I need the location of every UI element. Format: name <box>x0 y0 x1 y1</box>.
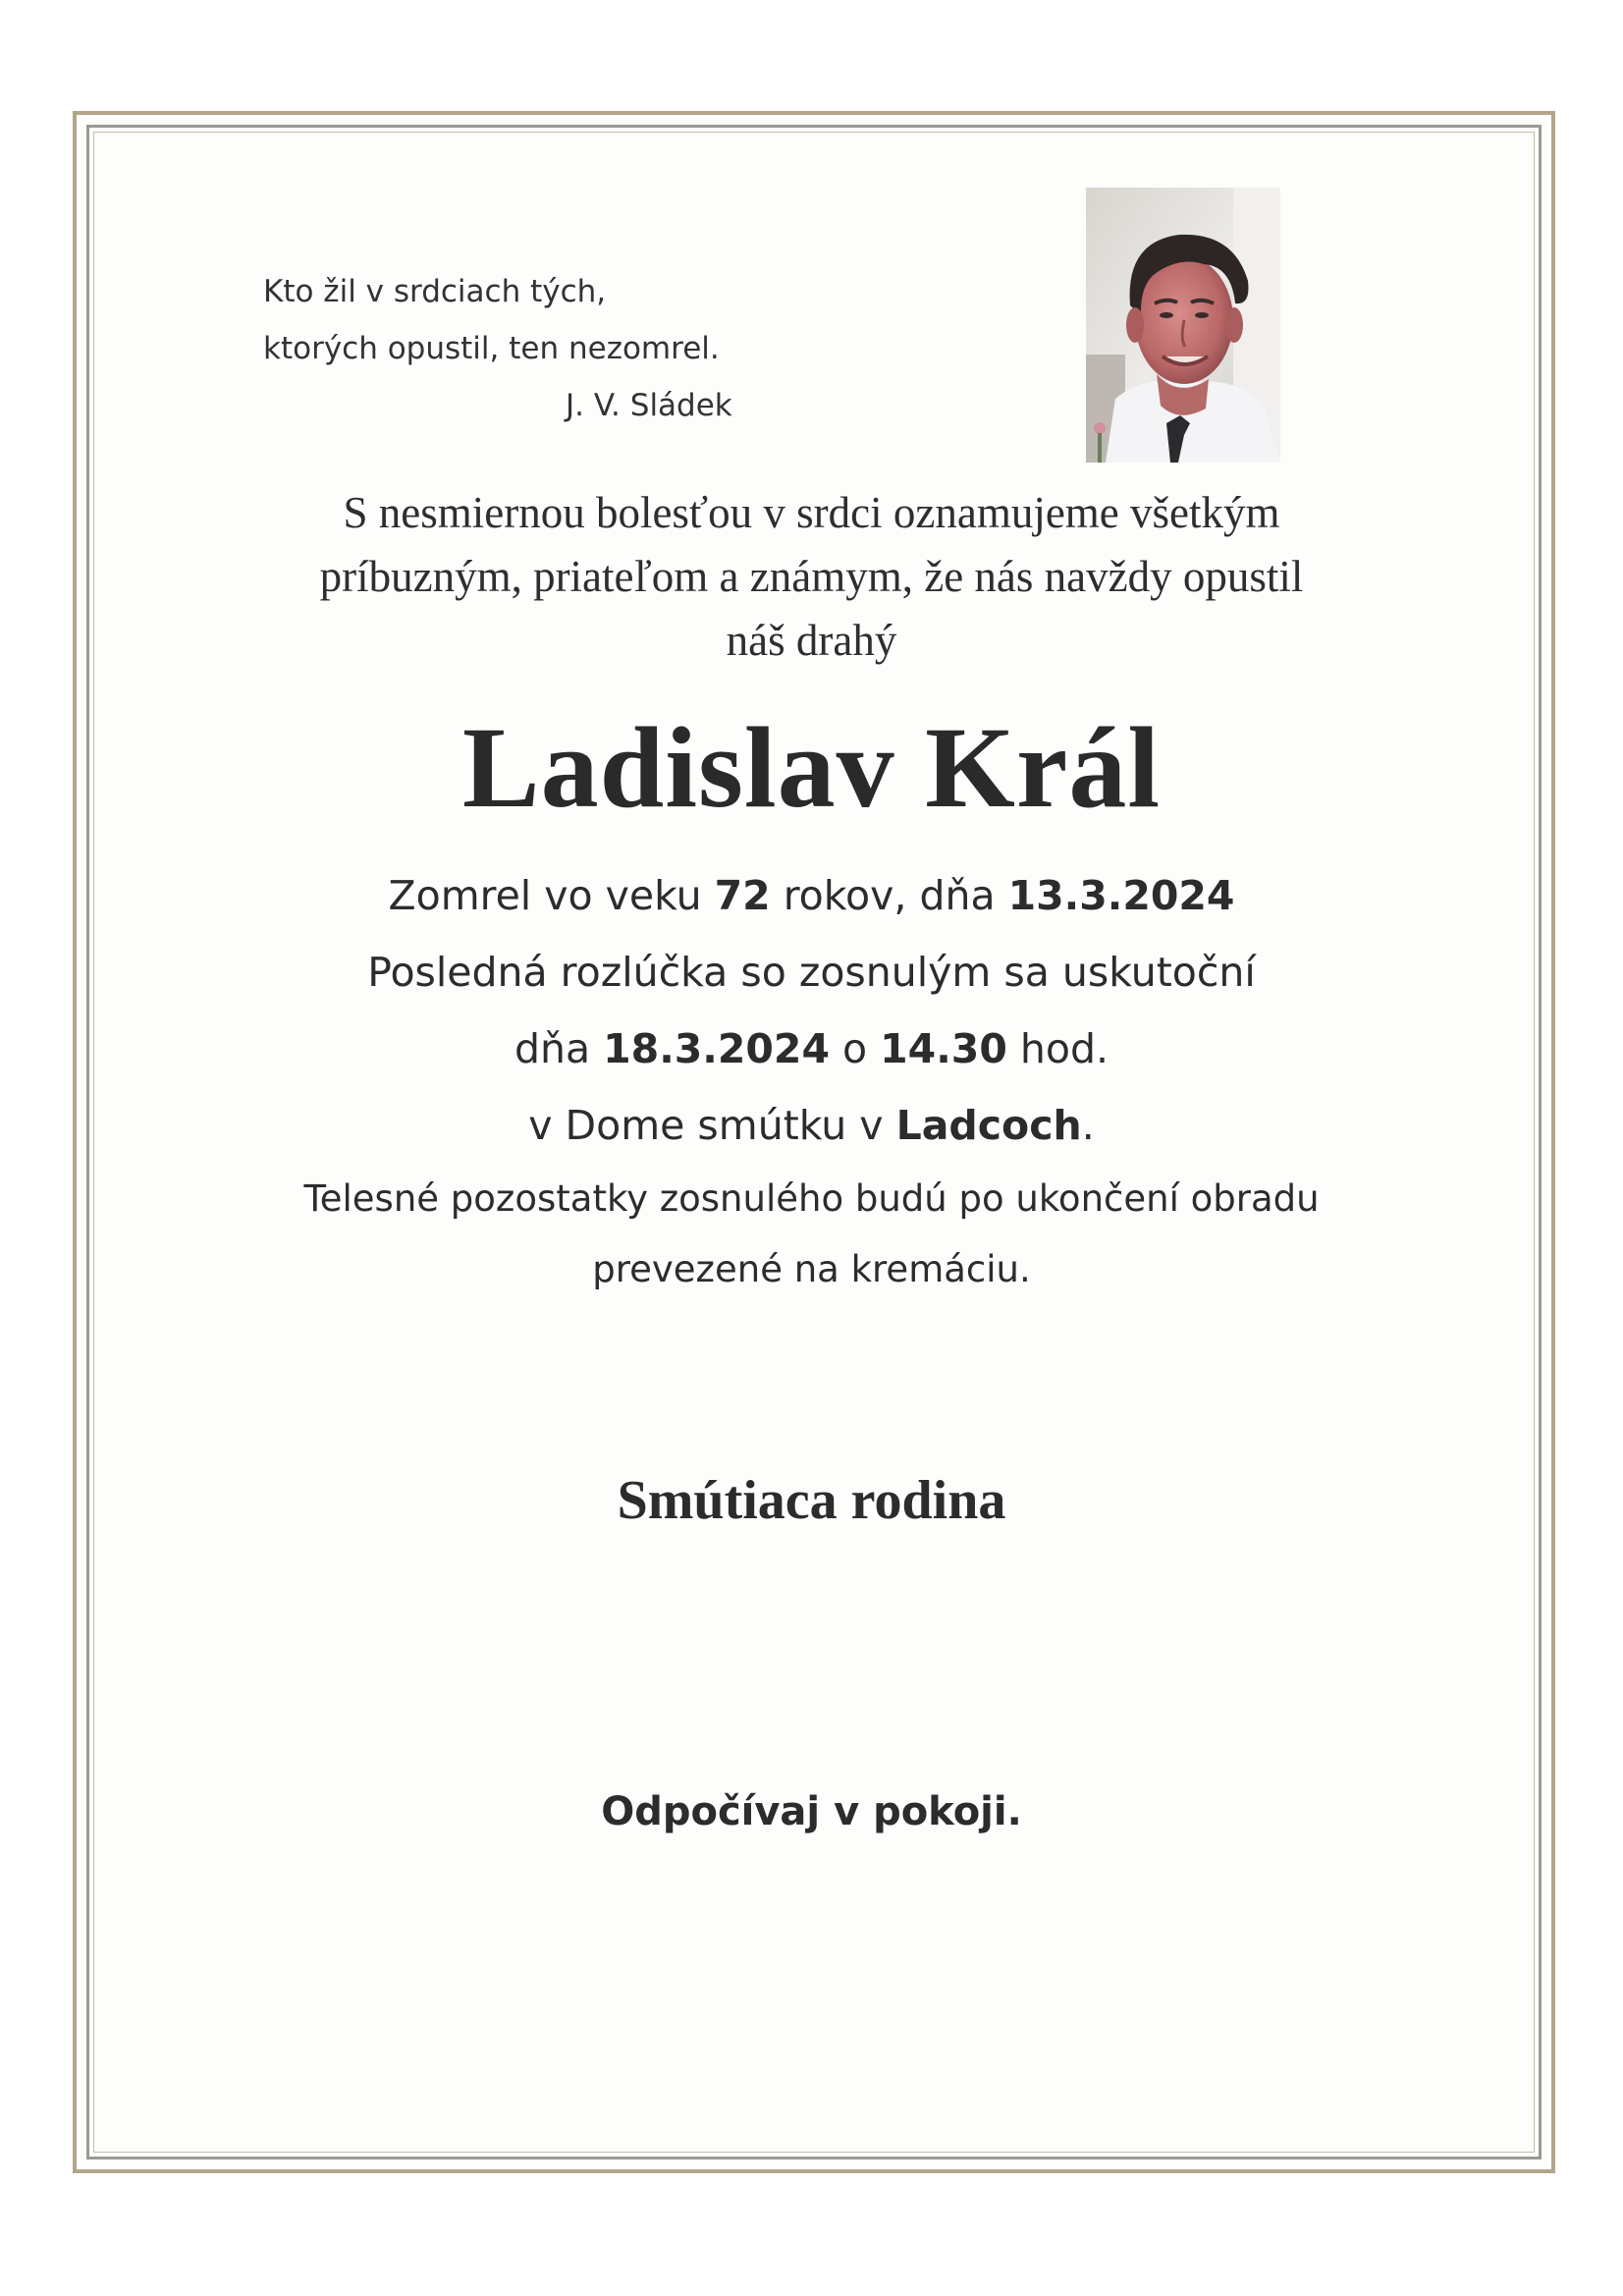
died-mid: rokov, dňa <box>770 872 1008 919</box>
death-info-line <box>196 857 1427 934</box>
place-prefix: v Dome smútku v <box>528 1102 896 1149</box>
quote-line-2: ktorých opustil, ten nezomrel. <box>263 331 720 366</box>
announcement-line-2: príbuzným, priateľom a známym, že nás navždy opustil <box>319 552 1304 601</box>
rest-in-peace: Odpočívaj v pokoji. <box>601 1789 1022 1834</box>
place-name: Ladcoch <box>895 1102 1082 1149</box>
remains-line-1: Telesné pozostatky zosnulého budú po ukončení obradu <box>303 1177 1320 1220</box>
funeral-details <box>196 857 1427 1305</box>
place-line <box>196 1087 1427 1164</box>
death-date: 13.3.2024 <box>1007 872 1235 919</box>
portrait-photo <box>1086 188 1280 463</box>
funeral-date: 18.3.2024 <box>603 1025 830 1072</box>
farewell-line: Posledná rozlúčka so zosnulým sa uskutoční <box>367 949 1256 996</box>
funeral-date-line <box>196 1011 1427 1087</box>
announcement-line-1: S nesmiernou bolesťou v srdci oznamujeme všetkým <box>343 488 1280 537</box>
quote-line-1: Kto žil v srdciach tých, <box>263 274 607 309</box>
memorial-quote <box>263 263 732 434</box>
announcement-line-3: náš drahý <box>726 616 897 665</box>
remains-line-2: prevezené na kremáciu. <box>592 1248 1031 1290</box>
announcement-text <box>196 481 1427 673</box>
age-value: 72 <box>714 872 771 919</box>
day-prefix: dňa <box>514 1025 604 1072</box>
time-suffix: hod. <box>1006 1025 1109 1072</box>
time-prefix: o <box>830 1025 881 1072</box>
deceased-name: Ladislav Král <box>461 703 1162 832</box>
place-suffix: . <box>1081 1102 1095 1149</box>
quote-author: J. V. Sládek <box>566 388 732 423</box>
died-prefix: Zomrel vo veku <box>388 872 715 919</box>
funeral-time: 14.30 <box>880 1025 1007 1072</box>
family-signature: Smútiaca rodina <box>617 1470 1006 1531</box>
